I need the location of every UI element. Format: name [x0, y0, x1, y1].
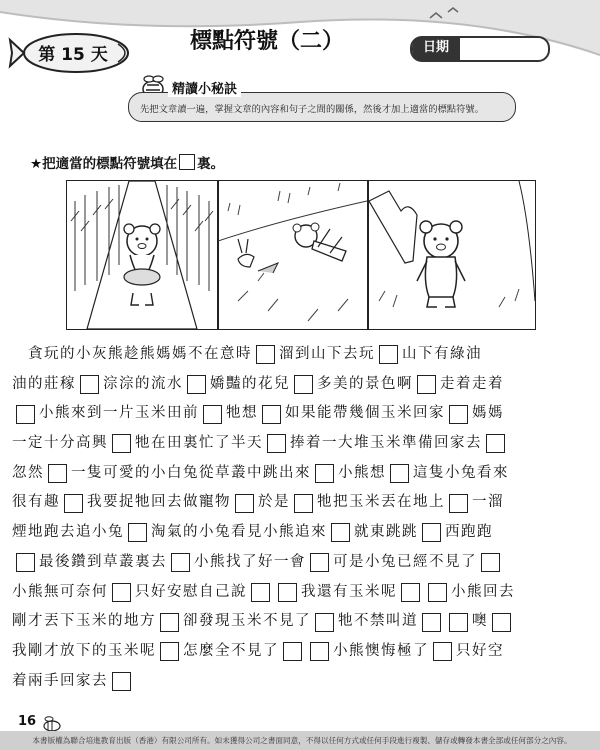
punctuation-box[interactable] [160, 642, 179, 661]
punctuation-box[interactable] [428, 583, 447, 602]
page-number: 16 [18, 714, 37, 729]
text-segment: 如果能帶幾個玉米回家 [285, 405, 445, 422]
blank-box-sample [179, 154, 195, 170]
text-segment: 媽媽 [472, 405, 504, 422]
text-segment: 就東跳跳 [354, 524, 418, 541]
copyright-notice: 本書版權為聯合培進教育出版（香港）有限公司所有。如未獲得公司之書面同意，不得以任何方式或任何手段進行複製、儲存或轉發本書全部或任何部分之內容。 [32, 736, 572, 745]
instruction-text-before: ★把適當的標點符號填在 [30, 156, 178, 172]
text-segment: 一定十分高興 [12, 435, 108, 452]
punctuation-box[interactable] [422, 613, 441, 632]
text-segment: 一溜 [472, 494, 504, 511]
text-segment: 可是小兔已經不見了 [333, 553, 477, 570]
text-segment: 溜到山下去玩 [279, 346, 375, 362]
tip-title: 精讀小秘訣 [168, 78, 241, 97]
punctuation-box[interactable] [294, 494, 313, 513]
text-segment: 小熊想 [338, 464, 386, 481]
instruction-text-after: 裏。 [197, 156, 225, 172]
text-segment: 於是 [258, 494, 290, 511]
punctuation-box[interactable] [315, 613, 334, 632]
text-segment: 剛才丟下玉米的地方 [12, 613, 156, 630]
passage-line [12, 578, 552, 608]
punctuation-box[interactable] [481, 553, 500, 572]
punctuation-box[interactable] [449, 494, 468, 513]
punctuation-box[interactable] [171, 553, 190, 572]
passage-line [12, 340, 552, 370]
text-segment: 很有趣 [12, 494, 60, 511]
text-segment: 着兩手回家去 [12, 672, 108, 689]
punctuation-box[interactable] [379, 345, 398, 364]
panel-bear-chasing-rabbit-illustration [218, 181, 367, 329]
text-segment: 最後鑽到草叢裏去 [39, 553, 167, 570]
punctuation-box[interactable] [310, 553, 329, 572]
text-segment: 只好空 [456, 642, 504, 659]
text-segment: 一隻可愛的小白兔從草叢中跳出來 [71, 464, 311, 481]
text-segment: 卻發現玉米不見了 [183, 613, 311, 630]
passage-line [12, 370, 552, 400]
text-segment: 牠不禁叫道 [338, 613, 418, 630]
punctuation-box[interactable] [128, 523, 147, 542]
punctuation-box[interactable] [235, 494, 254, 513]
punctuation-box[interactable] [64, 494, 83, 513]
punctuation-box[interactable] [283, 642, 302, 661]
panel-bear-standing-illustration [369, 181, 535, 329]
passage-line [12, 518, 552, 548]
punctuation-box[interactable] [278, 583, 297, 602]
text-segment: 我剛才放下的玉米呢 [12, 642, 156, 659]
text-segment: 我要捉牠回去做寵物 [87, 494, 231, 511]
punctuation-box[interactable] [203, 405, 222, 424]
text-segment: 只好安慰自己說 [135, 583, 247, 600]
punctuation-box[interactable] [112, 672, 131, 691]
punctuation-box[interactable] [422, 523, 441, 542]
page-title: 標點符號（二） [190, 29, 345, 54]
tip-text: 先把文章讀一遍，掌握文章的內容和句子之間的關係，然後才加上適當的標點符號。 [140, 104, 484, 115]
panel-bear-cornfield-illustration [67, 181, 217, 329]
text-segment: 我還有玉米呢 [301, 583, 397, 600]
punctuation-box[interactable] [48, 464, 67, 483]
text-segment: 捧着一大堆玉米準備回家去 [290, 435, 482, 452]
punctuation-box[interactable] [417, 375, 436, 394]
text-segment: 小熊找了好一會 [194, 553, 306, 570]
punctuation-box[interactable] [310, 642, 329, 661]
passage [12, 340, 552, 696]
text-segment: 牠把玉米丟在地上 [317, 494, 445, 511]
date-field[interactable] [410, 36, 550, 62]
punctuation-box[interactable] [390, 464, 409, 483]
text-segment: 小熊回去 [451, 583, 515, 600]
text-segment: 忽然 [12, 464, 44, 481]
text-segment: 貪玩的小灰熊趁熊媽媽不在意時 [12, 346, 252, 362]
text-segment: 煙地跑去追小兔 [12, 524, 124, 541]
text-segment: 這隻小兔看來 [413, 464, 509, 481]
punctuation-box[interactable] [449, 405, 468, 424]
punctuation-box[interactable] [267, 434, 286, 453]
text-segment: 淘氣的小兔看見小熊追來 [151, 524, 327, 541]
text-segment: 小熊來到一片玉米田前 [39, 405, 199, 422]
text-segment: 怎麼全不見了 [183, 642, 279, 659]
small-bee-icon [38, 716, 66, 732]
text-segment: 小熊懊悔極了 [333, 642, 429, 659]
punctuation-box[interactable] [187, 375, 206, 394]
text-segment: 西跑跑 [445, 524, 493, 541]
punctuation-box[interactable] [160, 613, 179, 632]
passage-line [12, 637, 552, 667]
story-illustrations [66, 180, 536, 330]
passage-line [12, 607, 552, 637]
punctuation-box[interactable] [294, 375, 313, 394]
passage-line [12, 667, 552, 697]
punctuation-box[interactable] [112, 434, 131, 453]
passage-line [12, 399, 552, 429]
punctuation-box[interactable] [251, 583, 270, 602]
punctuation-box[interactable] [331, 523, 350, 542]
punctuation-box[interactable] [16, 553, 35, 572]
punctuation-box[interactable] [486, 434, 505, 453]
punctuation-box[interactable] [449, 613, 468, 632]
passage-line [12, 548, 552, 578]
passage-line [12, 488, 552, 518]
passage-line [12, 429, 552, 459]
text-segment: 牠想 [226, 405, 258, 422]
text-segment: 淙淙的流水 [103, 375, 183, 392]
text-segment: 小熊無可奈何 [12, 583, 108, 600]
text-segment: 嬌豔的花兒 [210, 375, 290, 392]
punctuation-box[interactable] [112, 583, 131, 602]
instruction [30, 152, 224, 172]
text-segment: 噢 [472, 613, 488, 630]
day-label: 第 15 天 [38, 45, 108, 65]
punctuation-box[interactable] [492, 613, 511, 632]
punctuation-box[interactable] [262, 405, 281, 424]
punctuation-box[interactable] [256, 345, 275, 364]
punctuation-box[interactable] [401, 583, 420, 602]
punctuation-box[interactable] [80, 375, 99, 394]
text-segment: 油的莊稼 [12, 375, 76, 392]
passage-line [12, 459, 552, 489]
date-label: 日期 [412, 36, 460, 62]
text-segment: 山下有綠油 [402, 346, 482, 362]
punctuation-box[interactable] [16, 405, 35, 424]
text-segment: 多美的景色啊 [317, 375, 413, 392]
text-segment: 走着走着 [440, 375, 504, 392]
text-segment: 牠在田裏忙了半天 [135, 435, 263, 452]
punctuation-box[interactable] [433, 642, 452, 661]
punctuation-box[interactable] [315, 464, 334, 483]
